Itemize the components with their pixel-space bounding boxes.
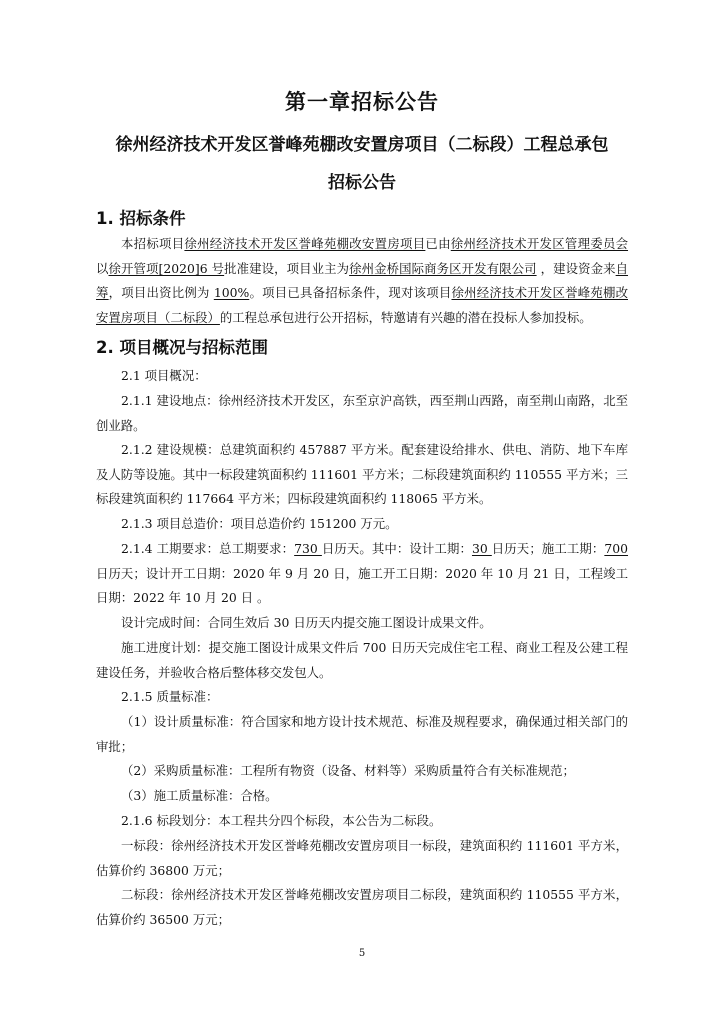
construction-duration: 700 [604,541,629,556]
lot-name: 徐州经济技术开发区誉峰苑棚改安置房项目（二标段） [96,285,628,325]
quality-design: （1）设计质量标准：符合国家和地方设计技术规范、标准及规程要求，确保通过相关部门的审批； [96,714,628,754]
fund-source: 自筹 [96,260,629,301]
quality-procurement: （2）采购质量标准：工程所有物资（设备、材料等）采购质量符合有关标准规范； [121,763,575,778]
page-number: 5 [358,948,366,959]
chapter-title: 第一章招标公告 [285,90,439,114]
design-completion: 设计完成时间：合同生效后 30 日历天内提交施工图设计成果文件。 [121,615,492,630]
project-title: 徐州经济技术开发区誉峰苑棚改安置房项目（二标段）工程总承包 [115,135,609,155]
item-2-1-6: 2.1.6 标段划分：本工程共分四个标段，本公告为二标段。 [121,813,442,828]
text-run: 本招标项目 [121,236,185,251]
project-name: 徐州经济技术开发区誉峰苑棚改安置房项目 [184,236,426,251]
project-subtitle: 招标公告 [328,173,396,193]
section-2-heading: 2. 项目概况与招标范围 [96,338,268,357]
item-2-1-3: 2.1.3 项目总造价：项目总造价约 151200 万元。 [121,516,398,531]
item-2-1-1: 2.1.1 建设地点：徐州经济技术开发区，东至京沪高铁，西至荆山西路，南至荆山南路，北至创业路。 [96,393,628,433]
section-1-paragraph [96,232,628,330]
text-run: 。项目已具备招标条件，现对该项目 [249,285,452,301]
text-run: 以 [96,260,109,276]
text-run: 已由 [425,236,451,251]
section-1-heading: 1. 招标条件 [96,209,186,228]
item-2-1-5: 2.1.5 质量标准： [121,689,219,704]
text-run: ，建设资金来 [536,260,616,276]
total-duration: 730 [294,541,322,556]
item-2-1: 2.1 项目概况： [121,368,207,383]
text-run: 日历天；设计开工日期：2020 年 9 月 20 日，施工开工日期：2020 年 10 月 21 日，工程竣工日期：2022 年 10 月 20 日 。 [96,565,628,606]
construction-schedule: 施工进度计划：提交施工图设计成果文件后 700 日历天完成住宅工程、商业工程及公建工程建设任务，并验收合格后整体移交发包人。 [96,640,628,680]
text-run: ，项目出资比例为 [108,285,214,301]
item-2-1-2: 2.1.2 建设规模：总建筑面积约 457887 平方米。配套建设给排水、供电、消防、地下车库及人防等设施。其中一标段建筑面积约 111601 平方米；二标段建筑面积约 110555 平方米；三标段建筑面积约 117664 平方米；四标段建筑面积约 118065 平方米。 [96,442,628,507]
approver-name: 徐州经济技术开发区管理委员会 [450,236,629,251]
design-duration: 30 [471,541,492,556]
funding-ratio: 100% [213,285,250,301]
lot-2: 二标段：徐州经济技术开发区誉峰苑棚改安置房项目二标段，建筑面积约 110555 平方米，估算价约 36500 万元； [96,887,628,927]
text-run: 日历天。其中：设计工期： [321,541,472,556]
owner-name: 徐州金桥国际商务区开发有限公司 [349,260,537,276]
approval-doc-number: 徐开管项[2020]6 号 [108,260,225,276]
lot-1: 一标段：徐州经济技术开发区誉峰苑棚改安置房项目一标段，建筑面积约 111601 平方米，估算价约 36800 万元； [96,838,628,878]
quality-construction: （3）施工质量标准：合格。 [121,788,278,803]
text-run: 日历天；施工工期： [491,541,605,556]
text-run: 2.1.4 工期要求：总工期要求： [121,541,295,556]
text-run: 的工程总承包进行公开招标，特邀请有兴趣的潜在投标人参加投标。 [219,309,592,325]
item-2-1-4 [96,537,628,611]
text-run: 批准建设，项目业主为 [224,260,350,276]
